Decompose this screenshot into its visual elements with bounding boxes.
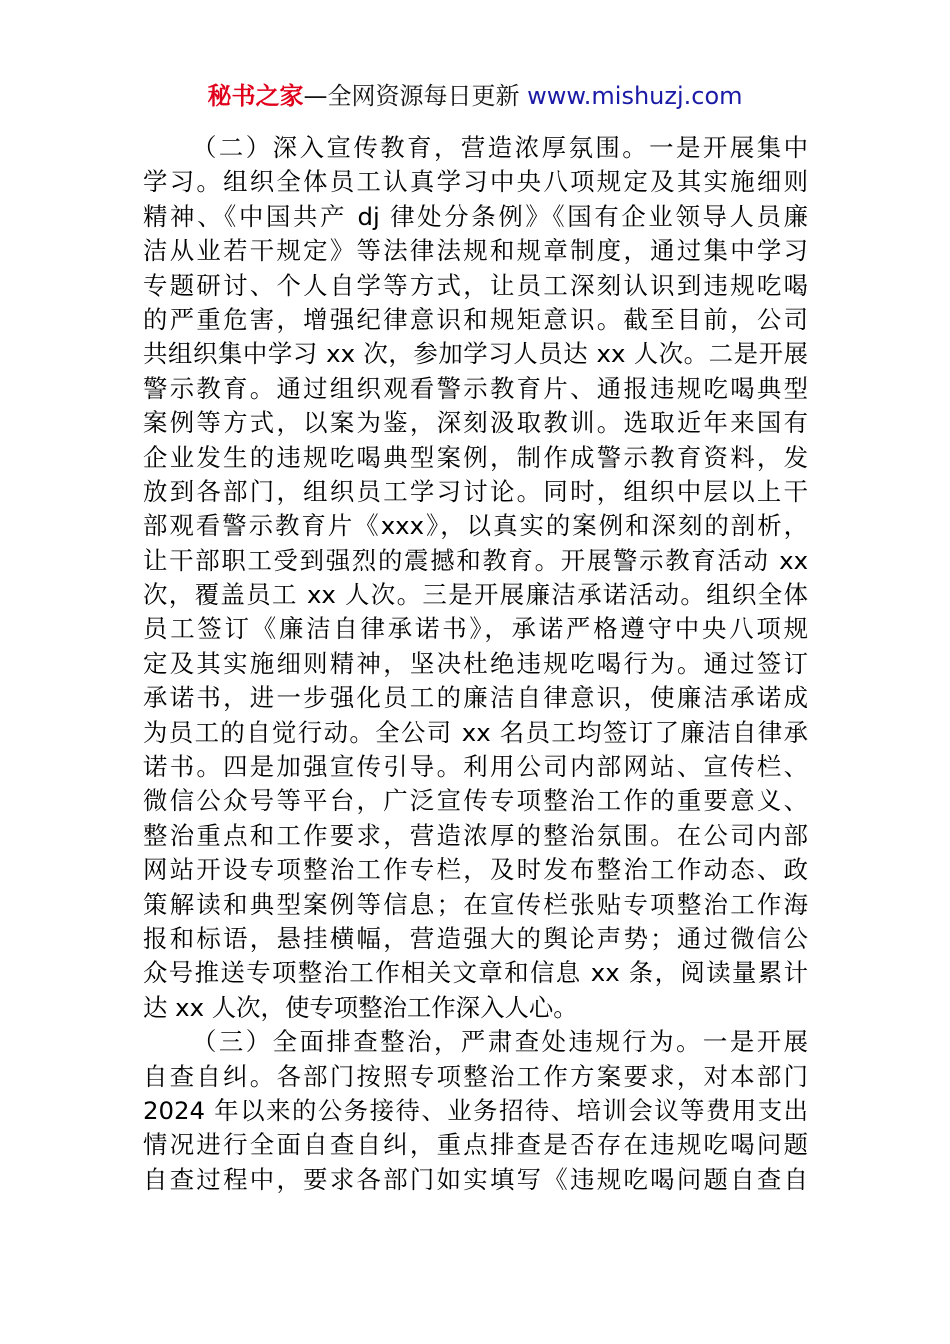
text-line: 情况进行全面自查自纠，重点排查是否存在违规吃喝问题	[143, 1130, 808, 1160]
brand-name: 秘书之家	[207, 82, 304, 110]
text-line: 诺书。四是加强宣传引导。利用公司内部网站、宣传栏、	[143, 752, 808, 782]
text-line: 员工签订《廉洁自律承诺书》，承诺严格遵守中央八项规	[143, 614, 808, 644]
text-line: 自查过程中，要求各部门如实填写《违规吃喝问题自查自	[143, 1164, 808, 1194]
header-tagline: —全网资源每日更新	[303, 82, 528, 110]
text-line: （二）深入宣传教育，营造浓厚氛围。一是开展集中	[192, 133, 808, 162]
text-line: 的严重危害，增强纪律意识和规矩意识。截至目前，公司	[143, 304, 808, 334]
text-line: 部观看警示教育片《xxx》，以真实的案例和深刻的剖析，	[143, 511, 808, 541]
text-line: 微信公众号等平台，广泛宣传专项整治工作的重要意义、	[143, 786, 808, 816]
text-line: 精神、《中国共产 dj 律处分条例》《国有企业领导人员廉	[143, 201, 808, 231]
text-line: 洁从业若干规定》等法律法规和规章制度，通过集中学习	[143, 236, 808, 266]
text-line: 学习。组织全体员工认真学习中央八项规定及其实施细则	[143, 167, 808, 197]
text-line: 让干部职工受到强烈的震撼和教育。开展警示教育活动 xx	[143, 545, 808, 575]
document-body	[143, 131, 808, 1197]
text-line: 报和标语，悬挂横幅，营造强大的舆论声势；通过微信公	[143, 923, 808, 953]
text-line: 达 xx 人次，使专项整治工作深入人心。	[143, 992, 578, 1022]
text-line: 众号推送专项整治工作相关文章和信息 xx 条，阅读量累计	[143, 958, 808, 988]
text-line: 2024 年以来的公务接待、业务招待、培训会议等费用支出	[143, 1095, 808, 1125]
site-url[interactable]: www.mishuzj.com	[527, 82, 743, 110]
text-line: 警示教育。通过组织观看警示教育片、通报违规吃喝典型	[143, 373, 808, 403]
text-line: 整治重点和工作要求，营造浓厚的整治氛围。在公司内部	[143, 820, 808, 850]
text-line: 承诺书，进一步强化员工的廉洁自律意识，使廉洁承诺成	[143, 683, 808, 713]
text-line: 定及其实施细则精神，坚决杜绝违规吃喝行为。通过签订	[143, 648, 808, 678]
text-line: （三）全面排查整治，严肃查处违规行为。一是开展	[192, 1027, 808, 1057]
text-line: 放到各部门，组织员工学习讨论。同时，组织中层以上干	[143, 476, 808, 506]
text-line: 次，覆盖员工 xx 人次。三是开展廉洁承诺活动。组织全体	[143, 580, 808, 610]
text-line: 自查自纠。各部门按照专项整治工作方案要求，对本部门	[143, 1061, 808, 1091]
text-line: 案例等方式，以案为鉴，深刻汲取教训。选取近年来国有	[143, 408, 808, 438]
text-line: 为员工的自觉行动。全公司 xx 名员工均签订了廉洁自律承	[143, 717, 808, 747]
text-line: 共组织集中学习 xx 次，参加学习人员达 xx 人次。二是开展	[143, 339, 808, 369]
text-line: 网站开设专项整治工作专栏，及时发布整治工作动态、政	[143, 855, 808, 885]
text-line: 企业发生的违规吃喝典型案例，制作成警示教育资料，发	[143, 442, 808, 472]
text-line: 策解读和典型案例等信息；在宣传栏张贴专项整治工作海	[143, 889, 808, 919]
text-line: 专题研讨、个人自学等方式，让员工深刻认识到违规吃喝	[143, 270, 808, 300]
site-header	[0, 80, 950, 112]
